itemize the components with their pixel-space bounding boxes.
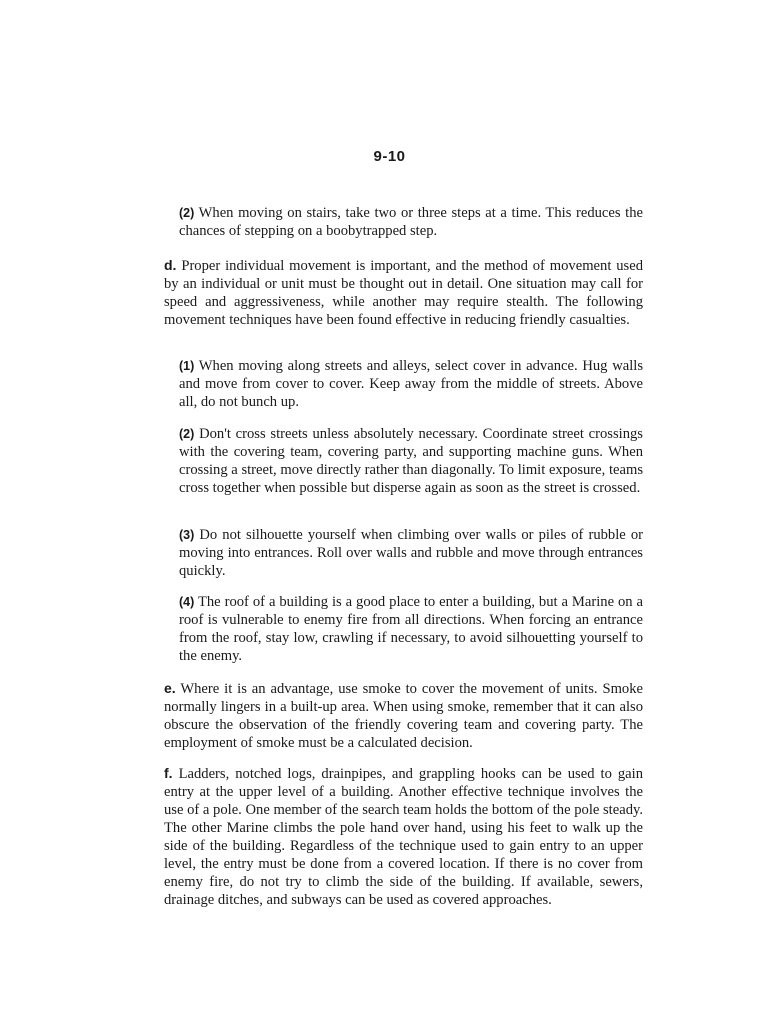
paragraph-label: (4) — [179, 595, 195, 609]
paragraph-d-individual-movement — [164, 256, 643, 329]
paragraph-label: e. — [164, 680, 176, 696]
paragraph-e-smoke — [164, 679, 643, 752]
paragraph-text: When moving on stairs, take two or three steps at a time. This reduces the chances of stepping on a boobytrapped step. — [179, 205, 643, 239]
paragraph-text: Ladders, notched logs, drainpipes, and grappling hooks can be used to gain entry at the upper level of a building. Another effective technique involves the use of a pole. One member of the search team holds the bottom of the pole steady. The other Marine climbs the pole hand over hand, using his feet to walk up the side of the building. Regardless of the technique used to gain entry to an upper level, the entry must be done from a covered location. If there is no cover from enemy fire, do not try to climb the side of the building. If available, sewers, drainage ditches, and subways can be used as covered approaches. — [164, 766, 643, 908]
paragraph-text: Do not silhouette yourself when climbing over walls or piles of rubble or moving into entrances. Roll over walls and rubble and move through entrances quickly. — [179, 527, 643, 579]
paragraph-streets-alleys — [179, 357, 643, 411]
paragraph-text: Where it is an advantage, use smoke to cover the movement of units. Smoke normally lingers in a built-up area. When using smoke, remember that it can also obscure the observation of the friendly covering team and covering party. The employment of smoke must be a calculated decision. — [164, 681, 643, 751]
paragraph-label: (3) — [179, 528, 195, 542]
paragraph-crossing-streets — [179, 425, 643, 497]
page-number: 9-10 — [373, 148, 406, 165]
paragraph-f-upper-entry — [164, 764, 643, 909]
paragraph-label: f. — [164, 765, 173, 781]
paragraph-label: (2) — [179, 206, 195, 220]
paragraph-label: (1) — [179, 359, 195, 373]
paragraph-text: When moving along streets and alleys, select cover in advance. Hug walls and move from cover to cover. Keep away from the middle of streets. Above all, do not bunch up. — [179, 358, 643, 410]
paragraph-silhouette — [179, 526, 643, 580]
paragraph-stairs — [179, 204, 643, 240]
paragraph-text: Proper individual movement is important, and the method of movement used by an individual or unit must be thought out in detail. One situation may call for speed and aggressiveness, while another may require stealth. The following movement techniques have been found effective in reducing friendly casualties. — [164, 258, 643, 328]
paragraph-label: d. — [164, 257, 177, 273]
paragraph-label: (2) — [179, 427, 195, 441]
paragraph-text: The roof of a building is a good place to enter a building, but a Marine on a roof is vulnerable to enemy fire from all directions. When forcing an entrance from the roof, stay low, crawling if necessary, to avoid silhouetting yourself to the enemy. — [179, 594, 644, 664]
paragraph-text: Don't cross streets unless absolutely necessary. Coordinate street crossings with the covering team, covering party, and supporting machine guns. When crossing a street, move directly rather than diagonally. To limit exposure, teams cross together when possible but disperse again as soon as the street is crossed. — [179, 426, 643, 496]
paragraph-roof-entry — [179, 593, 643, 665]
